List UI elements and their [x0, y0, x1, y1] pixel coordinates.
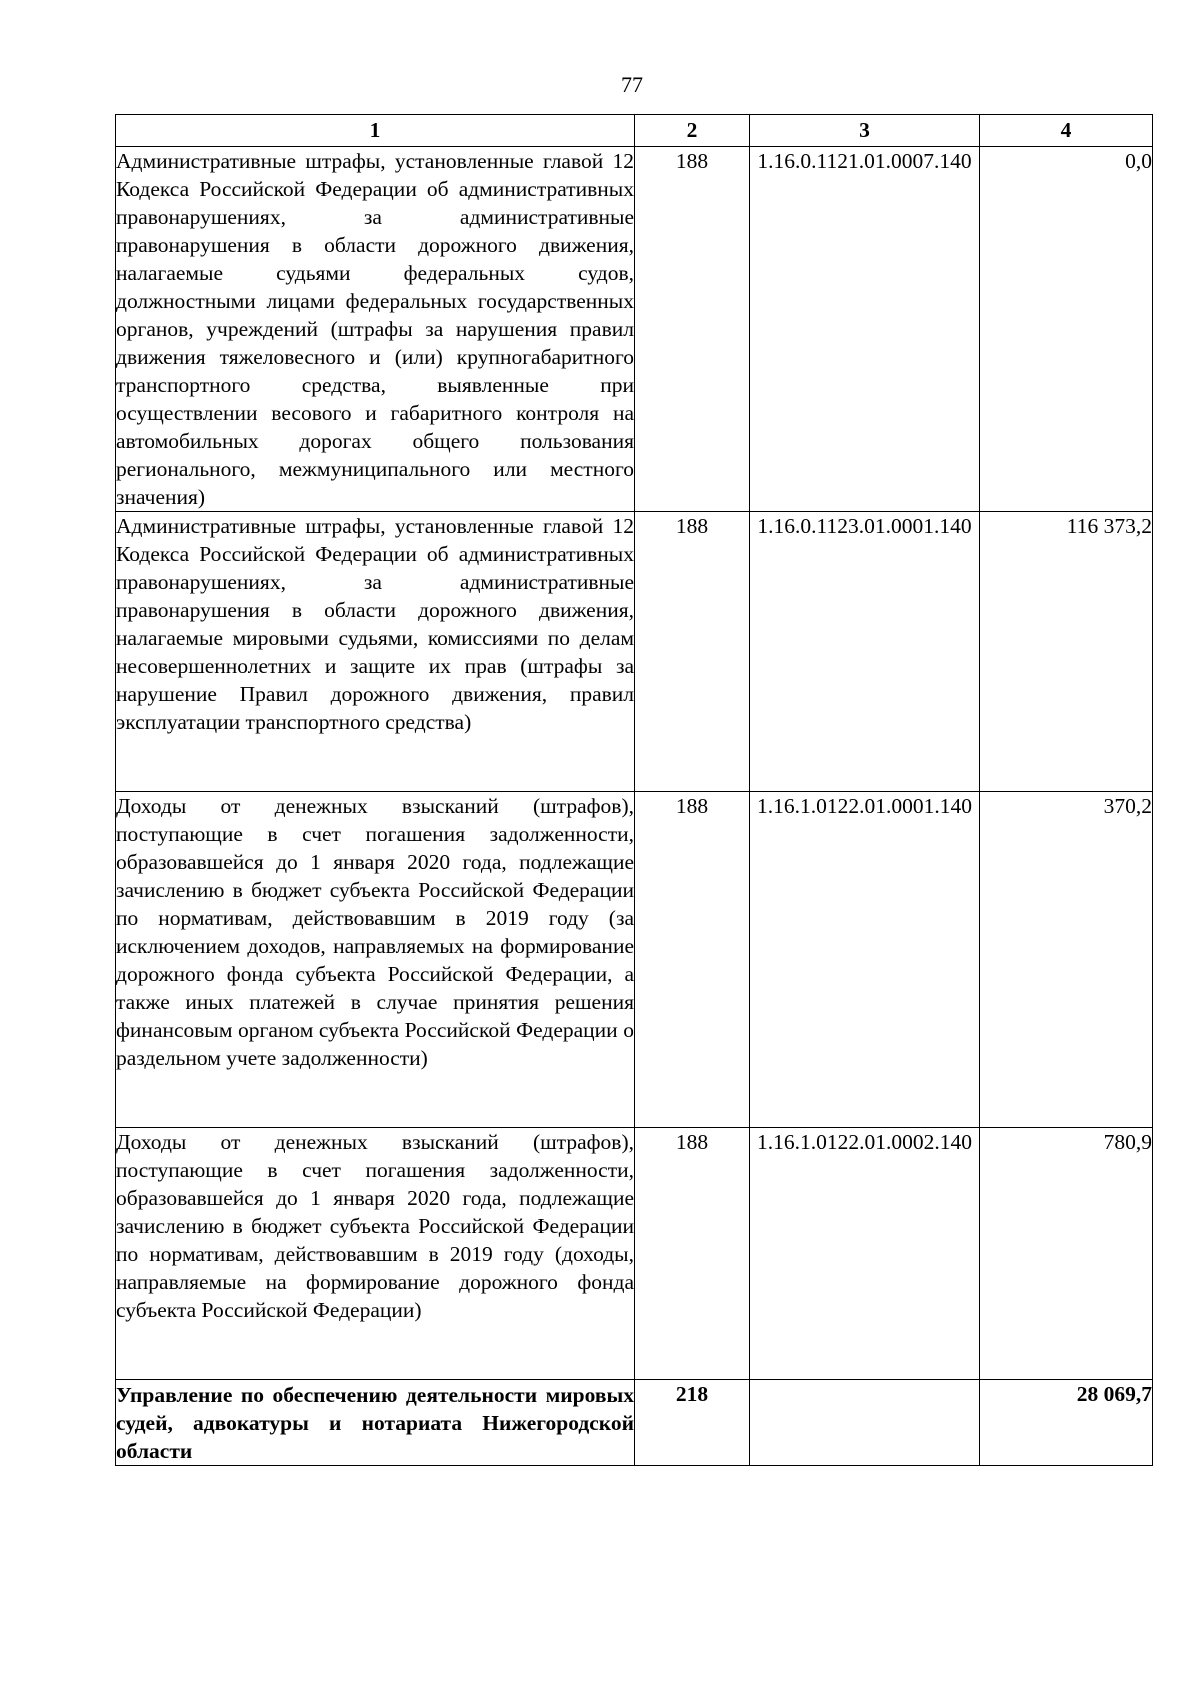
table-row — [116, 512, 1153, 792]
row-description: Административные штрафы, установленные главой 12 Кодекса Российской Федерации об административных правонарушениях, за административные правонарушения в области дорожного движения, налагаемые судьями федеральных судов, должностными лицами федеральных государственных органов, учреждений (штрафы за нарушения правил движения тяжеловесного и (или) крупногабаритного транспортного средства, выявленные при осуществлении весового и габаритного контроля на автомобильных дорогах общего пользования регионального, межмуниципального или местного значения) — [116, 147, 635, 512]
row-admin-code: 188 — [635, 792, 750, 1128]
row-admin-code: 188 — [635, 1128, 750, 1380]
row-admin-code: 188 — [635, 147, 750, 512]
budget-revenue-table — [115, 114, 1153, 1466]
total-description: Управление по обеспечению деятельности мировых судей, адвокатуры и нотариата Нижегородской области — [116, 1380, 635, 1466]
table-row — [116, 792, 1153, 1128]
row-classification-code: 1.16.1.0122.01.0001.140 — [750, 792, 980, 1128]
column-header-1: 1 — [116, 115, 635, 147]
table-row — [116, 1128, 1153, 1380]
row-classification-code: 1.16.1.0122.01.0002.140 — [750, 1128, 980, 1380]
row-amount: 116 373,2 — [980, 512, 1153, 792]
total-admin-code: 218 — [635, 1380, 750, 1466]
row-classification-code: 1.16.0.1123.01.0001.140 — [750, 512, 980, 792]
row-amount: 780,9 — [980, 1128, 1153, 1380]
total-classification-code — [750, 1380, 980, 1466]
row-description: Доходы от денежных взысканий (штрафов), поступающие в счет погашения задолженности, образовавшейся до 1 января 2020 года, подлежащие зачислению в бюджет субъекта Российской Федерации по нормативам, действовавшим в 2019 году (доходы, направляемые на формирование дорожного фонда субъекта Российской Федерации) — [116, 1128, 635, 1380]
total-amount: 28 069,7 — [980, 1380, 1153, 1466]
row-description: Административные штрафы, установленные главой 12 Кодекса Российской Федерации об административных правонарушениях, за административные правонарушения в области дорожного движения, налагаемые мировыми судьями, комиссиями по делам несовершеннолетних и защите их прав (штрафы за нарушение Правил дорожного движения, правил эксплуатации транспортного средства) — [116, 512, 635, 792]
column-header-3: 3 — [750, 115, 980, 147]
row-amount: 370,2 — [980, 792, 1153, 1128]
row-classification-code: 1.16.0.1121.01.0007.140 — [750, 147, 980, 512]
page-number: 77 — [621, 72, 643, 97]
table-total-row — [116, 1380, 1153, 1466]
row-admin-code: 188 — [635, 512, 750, 792]
row-description: Доходы от денежных взысканий (штрафов), поступающие в счет погашения задолженности, образовавшейся до 1 января 2020 года, подлежащие зачислению в бюджет субъекта Российской Федерации по нормативам, действовавшим в 2019 году (за исключением доходов, направляемых на формирование дорожного фонда субъекта Российской Федерации, а также иных платежей в случае принятия решения финансовым органом субъекта Российской Федерации о раздельном учете задолженности) — [116, 792, 635, 1128]
table-row — [116, 147, 1153, 512]
table-header-row — [116, 115, 1153, 147]
column-header-2: 2 — [635, 115, 750, 147]
row-amount: 0,0 — [980, 147, 1153, 512]
column-header-4: 4 — [980, 115, 1153, 147]
